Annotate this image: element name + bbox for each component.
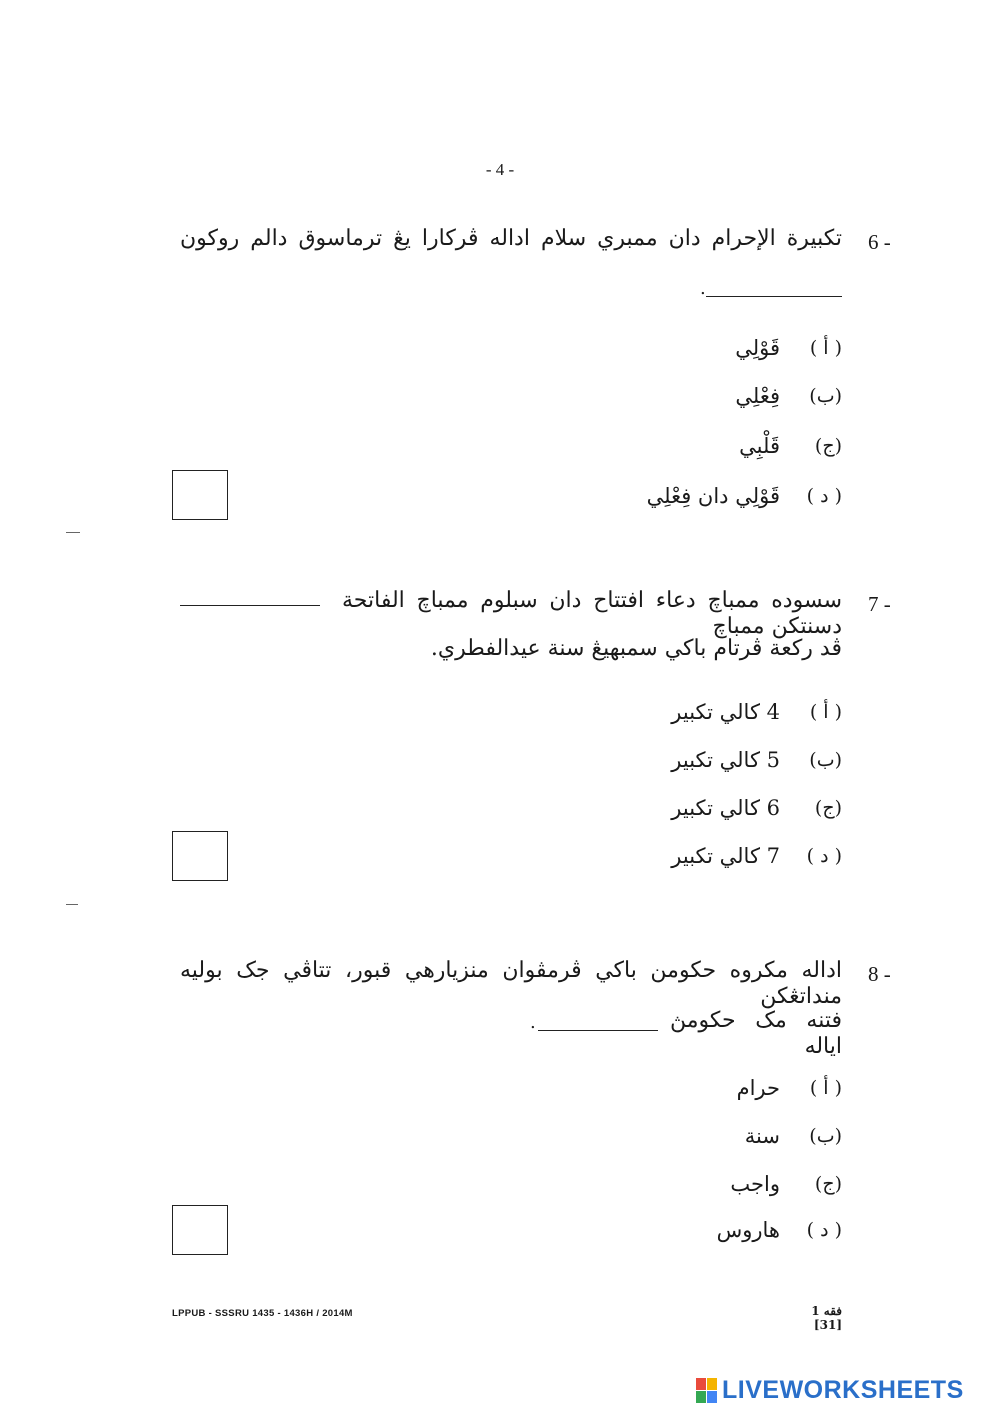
question-7-number: 7 - (868, 592, 891, 616)
option-label: (ج) (814, 1173, 842, 1195)
question-7-text-line1: سسوده ممباچ دعاء افتتاح دان سبلوم ممباچ الفاتحة دسنتکن ممباچ (342, 588, 842, 640)
option-text: 4 کالي تکبير (671, 700, 780, 724)
option-label: ( أ ) (809, 337, 842, 359)
liveworksheets-watermark (696, 1376, 964, 1405)
option-label: (ب) (809, 385, 842, 407)
option-label: ( د ) (806, 845, 842, 867)
option-label: (ب) (809, 749, 842, 771)
margin-mark (66, 532, 80, 533)
option-text: سنة (744, 1124, 780, 1148)
question-6-blank-line (706, 296, 842, 297)
option-text: واجب (730, 1172, 780, 1196)
page-number: - 4 - (485, 160, 515, 179)
question-8-text-line2: فتنه مک حکومڽ اياله (670, 1008, 842, 1060)
question-6-text-line1: تکبيرة الإحرام دان ممبري سلام اداله ڤرکارا يڠ ترماسوق دالم روکون (180, 226, 842, 251)
question-7-option-b[interactable] (671, 748, 842, 772)
question-8-blank-period: . (530, 1012, 536, 1033)
question-7-answer-box[interactable] (172, 831, 228, 881)
watermark-text: LIVEWORKSHEETS (722, 1376, 964, 1404)
question-6-option-c[interactable] (739, 434, 842, 458)
question-6-option-a[interactable] (735, 336, 842, 360)
liveworksheets-logo-icon (696, 1378, 718, 1404)
question-8-option-b[interactable] (745, 1124, 842, 1148)
question-7-option-d[interactable] (671, 844, 842, 868)
option-text: 6 کالي تکبير (671, 796, 780, 820)
question-8-option-a[interactable] (737, 1076, 842, 1100)
option-text: حرام (736, 1076, 780, 1100)
option-label: ( د ) (806, 485, 842, 507)
option-text: قَوْلِي دان فِعْلِي (646, 484, 780, 508)
question-8-answer-blank (530, 1010, 658, 1032)
question-6-option-d[interactable] (647, 484, 842, 508)
option-label: (ج) (814, 435, 842, 457)
question-6-answer-blank (700, 278, 842, 298)
question-7-text-line2: ڤد رکعة ڤرتام باکي سمبهيڠ سنة عيدالفطري. (430, 636, 842, 661)
option-label: ( أ ) (809, 1077, 842, 1099)
question-7-blank-line (180, 605, 320, 606)
question-6-answer-box[interactable] (172, 470, 228, 520)
option-text: قَوْلِي (735, 336, 780, 360)
margin-mark (66, 904, 78, 905)
question-8-option-c[interactable] (730, 1172, 842, 1196)
question-8-number: 8 - (868, 962, 891, 986)
question-8-text-line1: اداله مکروه حکومن باکي ڤرمڤوان منزيارهي قبور، تتاڤي جک بوليه منداتڠکن (180, 958, 843, 1010)
option-label: (ج) (814, 797, 842, 819)
question-8-answer-box[interactable] (172, 1205, 228, 1255)
question-6-number: 6 - (868, 230, 891, 254)
question-8-blank-line (538, 1030, 658, 1031)
question-6-blank-period: . (700, 278, 706, 299)
option-text: هاروس (716, 1218, 780, 1242)
footer-subject: فقه 1 [31] (811, 1304, 842, 1332)
question-7-option-a[interactable] (671, 700, 842, 724)
option-text: 7 کالي تکبير (671, 844, 780, 868)
question-8-option-d[interactable] (717, 1218, 842, 1242)
option-text: 5 کالي تکبير (671, 748, 780, 772)
option-text: قَلْبِي (739, 434, 780, 458)
question-6-option-b[interactable] (735, 384, 842, 408)
option-label: ( أ ) (809, 701, 842, 723)
question-7-option-c[interactable] (671, 796, 842, 820)
option-text: فِعْلِي (735, 384, 780, 408)
option-label: (ب) (809, 1125, 842, 1147)
option-label: ( د ) (806, 1219, 842, 1241)
footer-code: LPPUB - SSSRU 1435 - 1436H / 2014M (172, 1308, 353, 1319)
